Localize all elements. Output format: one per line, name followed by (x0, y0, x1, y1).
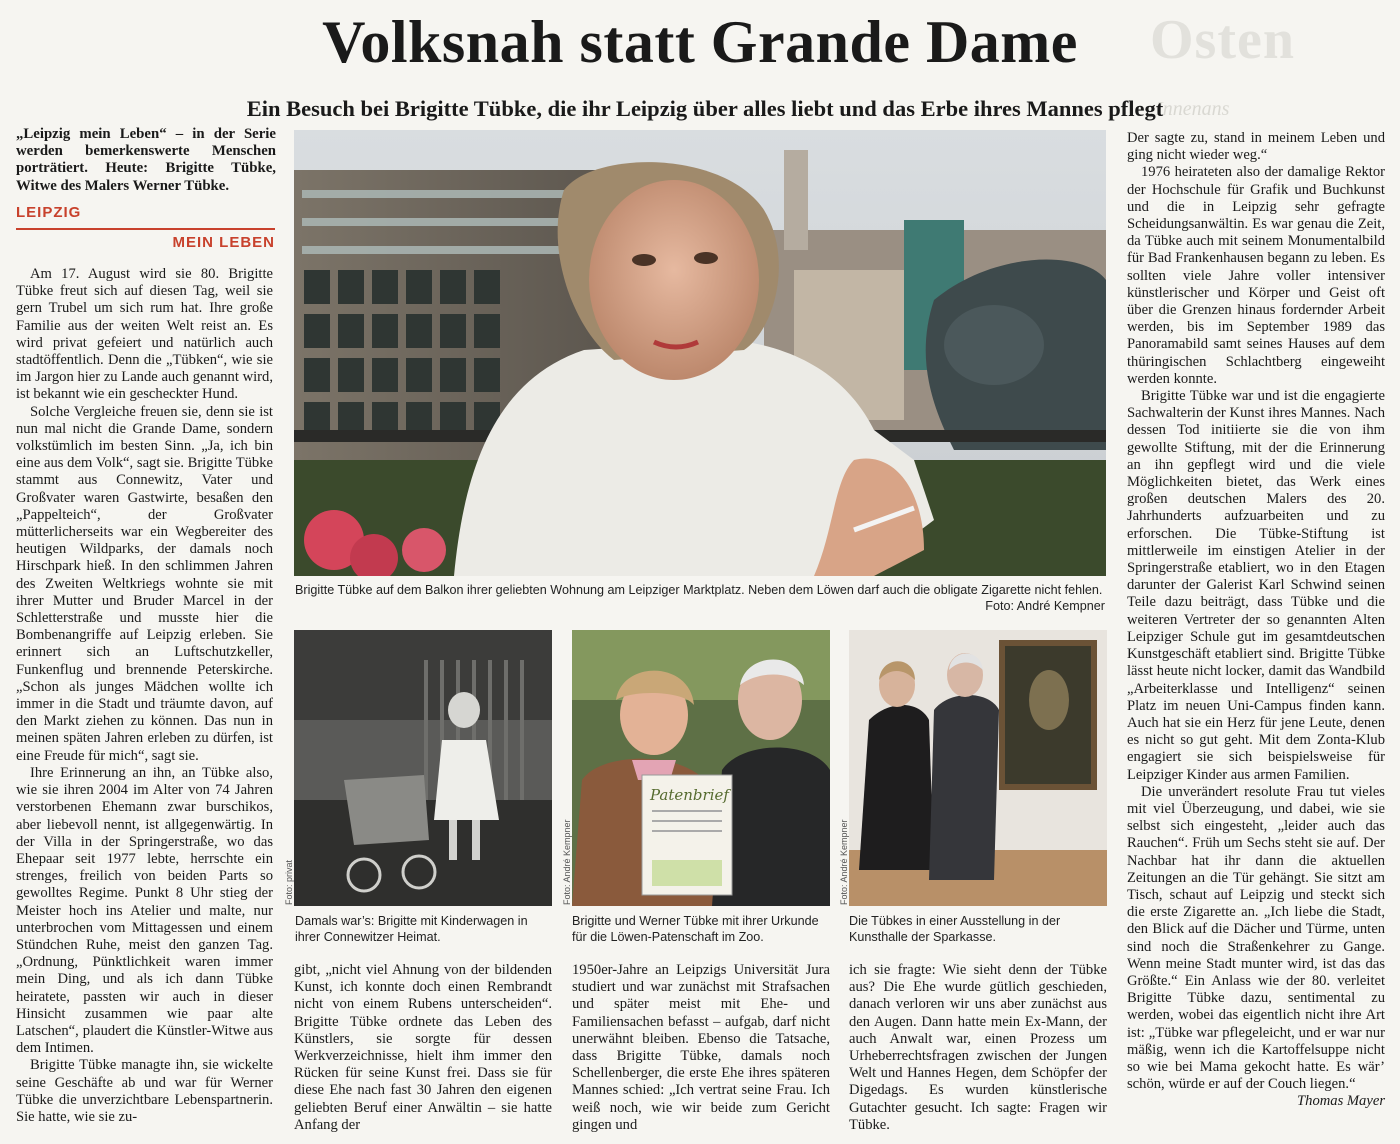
article-column-1 (16, 266, 273, 1126)
series-intro: „Leipzig mein Leben“ – in der Serie werden bemerkenswerte Menschen porträtiert. Heute: Brigitte Tübke, Witwe des Malers Werner Tübke. (16, 126, 276, 194)
paragraph: gibt, „nicht viel Ahnung von der bildenden Kunst, ich konnte doch einen Rembrandt nicht von einem Rubens unterscheiden“. Brigitte Tübke ordnete das Leben des Künstlers, sie sorgte für dessen Werkverzeichnisse, hielt ihm immer den Rücken für seine Kunst frei. Dass sie für diese Ehe nach fast 30 Jahren den eigenen geliebten Beruf einer Anwältin – sie hatte Anfang der (294, 962, 552, 1133)
paragraph: 1976 heirateten also der damalige Rektor der Hochschule für Grafik und Buchkunst und die in Leipzig sehr gefragte Scheidungsanwältin. Es war genau die Zeit, da Tübke auch mit seinem Monumentalbild für Bad Frankenhausen begann zu leben. Es sollten viele Jahre voller intensiver künstlerischer und Körper und Geist oft über die Grenzen hinaus fordernder Arbeit werden, bis im September 1989 das Panoramabild samt seines Hauses auf dem thüringischen Schlachtberg eingeweiht werden konnte. (1127, 164, 1385, 387)
couple-photo (572, 630, 830, 906)
neighbor-article-headline: Osten (1150, 9, 1295, 71)
paragraph: Brigitte Tübke managte ihn, sie wickelte seine Geschäfte ab und war für Werner Tübke die unverzichtbare Lebenspartnerin. Sie hatte, wie sie zu- (16, 1057, 273, 1125)
main-photo (294, 130, 1106, 576)
exhibition-photo (849, 630, 1107, 906)
child-photo-caption: Damals war’s: Brigitte mit Kinderwagen in ihrer Connewitzer Heimat. (295, 914, 528, 944)
paragraph: Ihre Erinnerung an ihn, an Tübke also, wie sie ihren 2004 im Alter von 74 Jahren verstorbenen Ehemann zwar burschikos, aber liebevoll nennt, ist allgegenwärtig. In der Villa in der Springerstraße, wo das Ehepaar seit 1977 lebte, herrschte ein strenges, freilich von beiden Parts so gewolltes Regime. Punkt 8 Uhr stieg der Meister hoch ins Atelier und malte, nur unterbrochen vom Mittagessen und einem Stündchen Ruhe, meist den ganzen Tag. „Ordnung, Pünktlichkeit waren immer mein Ding, und als ich dann Tübke heiratete, passten wir auch in dieser Hinsicht zusammen wie paar alte Latschen“, plaudert die Künstler-Witwe aus dem Intimen. (16, 764, 273, 1057)
exhibition-photo-caption: Die Tübkes in einer Ausstellung in der Kunsthalle der Sparkasse. (849, 914, 1061, 944)
paragraph: Solche Vergleiche freuen sie, denn sie ist nun mal nicht die Grande Dame, sondern volkstümlich im besten Sinn. „Ja, ich bin eine aus dem Volk“, sagt sie. Brigitte Tübke stammt aus Connewitz, Vater und Großvater waren Gastwirte, besaßen den „Pappelteich“, der Großvater mütterlicherseits war ein Wegbereiter des heutigen Wildparks, der damals noch Hirschpark hieß. In den schlimmen Jahren des Zweiten Weltkriegs wohnte sie mit ihrer Mutter und Bruder Marcel in der Schletterstraße und musste hier die Bombenangriffe auf Leipzig erleben. Sie erinnert sich an Luftschutzkeller, Funkenflug und brennende Peterskirche. „Schon als junges Mädchen wollte ich immer in die Stadt und träumte davon, auf den Markt ziehen zu können. Das nun in meinen späten Jahren erleben zu dürfen, ist eine Freude für mich“, sagt sie. (16, 403, 273, 764)
paragraph: 1950er-Jahre an Leipzigs Universität Jura studiert und war zunächst mit Strafsachen und später meist mit Ehe- und Familiensachen befasst – aufgab, darf nicht unerwähnt bleiben. Ebenso die Tatsache, dass Brigitte Tübke, damals noch Schellenberger, die erste Ehe ihres späteren Mannes schied: „Ich vertrat seine Frau. Ich weiß noch, wie wir beide zum Gericht gingen und (572, 962, 830, 1133)
main-photo-image (294, 130, 1106, 576)
article-column-2 (294, 962, 552, 1134)
subheadline: Ein Besuch bei Brigitte Tübke, die ihr Leipzig über alles liebt und das Erbe ihres Mannes pflegt (246, 96, 1164, 121)
headline: Volksnah statt Grande Dame (322, 9, 1078, 75)
article-column-5 (1127, 130, 1385, 1111)
child-photo (294, 630, 552, 906)
author-signature: Thomas Mayer (1297, 1093, 1385, 1110)
exhibition-photo-credit: Foto: André Kempner (839, 819, 849, 905)
paragraph (1127, 783, 1385, 1110)
paragraph: Am 17. August wird sie 80. Brigitte Tübke freut sich auf diesen Tag, weil sie gern Trubel um sich rum hat. Ihre große Familie aus der weiten Welt reist an. Es wird privat gefeiert und natürlich auch stadtöffentlich. Denn die „Tübken“, wie sie im Jargon hier zu Lande auch genannt wird, ist bekannt wie ein gescheckter Hund. (16, 266, 273, 403)
child-photo-credit: Foto: privat (284, 859, 294, 905)
paragraph-text: Die unverändert resolute Frau tut vieles mit viel Überzeugung, und dabei, wie sie selbst sich eingesteht, „leider auch das Rauchen“. Früh um Sechs steht sie auf. Der Nachbar hat ihr dann die aktuellen Zeitungen an die Tür gehängt. Sie sitzt am Tisch, schaut auf Leipzig und steckt sich die erste Zigarette an. „Ich liebe die Stadt, den Blick auf die Dächer und Türme, unten sind noch die Straßenkehrer zu Gange. Wenn meine Stadt munter wird, ist das das Größte.“ Ein Anlass wie der 80. verleitet Brigitte Tübke dazu, sentimental zu werden, wobei das eigentlich nicht ihre Art ist: „Tübke war pflegeleicht, und er war nur mäßig, wenn ich die Kartoffelsuppe nicht so wie bei Mama gekocht hatte. Es wär’ schön, würde er auf der Couch liegen.“ (1127, 783, 1385, 1093)
couple-photo-caption: Brigitte und Werner Tübke mit ihrer Urkunde für die Löwen-Patenschaft im Zoo. (572, 914, 819, 944)
child-photo-image (294, 630, 552, 906)
article-column-3 (572, 962, 830, 1134)
main-photo-credit: Foto: André Kempner (985, 599, 1105, 613)
certificate-title: Patenbrief (650, 786, 729, 804)
paragraph: ich sie fragte: Wie sieht denn der Tübke aus? Die Ehe wurde gütlich geschieden, danach verloren wir uns aber zunächst aus den Augen. Dann hatte mein Ex-Mann, der auch Anwalt war, einen Prozess um Urheberrechtsfragen zwischen der Jungen Welt und Hannes Hegen, dem Schöpfer der Digedags. Es wurden künstlerische Gutachter gesucht. Ich sagte: Fragen wir Tübke. (849, 962, 1107, 1133)
series-label-leipzig: LEIPZIG (16, 204, 82, 221)
paragraph: Brigitte Tübke war und ist die engagierte Sachwalterin der Kunst ihres Mannes. Nach dessen Tod initiierte sie die von ihm gewollte Stiftung, mit der die Erinnerung an ihn gepflegt wird und die viele Möglichkeiten bietet, das Werk eines großen deutschen Malers des 20. Jahrhunderts aufzuarbeiten und zu erforschen. Die Tübke-Stiftung ist mittlerweile im einstigen Atelier in der Springerstraße etabliert, wo in den Etagen darunter der Galerist Karl Schwind seinen Teile dazu beiträgt, dass Tübke und die weiteren Vertreter der so genannten Alten Leipziger Schule gut im gesamtdeutschen Kunstgeschäft etabliert sind. Brigitte Tübke lässt heute nicht locker, damit das Wandbild „Arbeiterklasse und Intelligenz“ seinen Platz im neuen Uni-Campus finden kann. Auch hat sie ein Herz für jene Leute, denen es nicht so gut geht. Mit dem Zonta-Klub engagiert sie sich beispielsweise für Leipziger Kinder aus armen Familien. (1127, 388, 1385, 783)
main-photo-caption: Brigitte Tübke auf dem Balkon ihrer geliebten Wohnung am Leipziger Marktplatz. Neben dem Löwen darf auch die obligate Zigarette nicht fehlen. (295, 583, 1103, 597)
couple-photo-image (572, 630, 830, 906)
exhibition-photo-image (849, 630, 1107, 906)
article-column-4 (849, 962, 1107, 1134)
series-label-mein-leben: MEIN LEBEN (172, 234, 275, 251)
neighbor-article-subhead: „Innenans (1145, 98, 1230, 120)
couple-photo-credit: Foto: André Kempner (562, 819, 572, 905)
paragraph: Der sagte zu, stand in meinem Leben und ging nicht wieder weg.“ (1127, 130, 1385, 164)
series-divider (16, 228, 275, 230)
